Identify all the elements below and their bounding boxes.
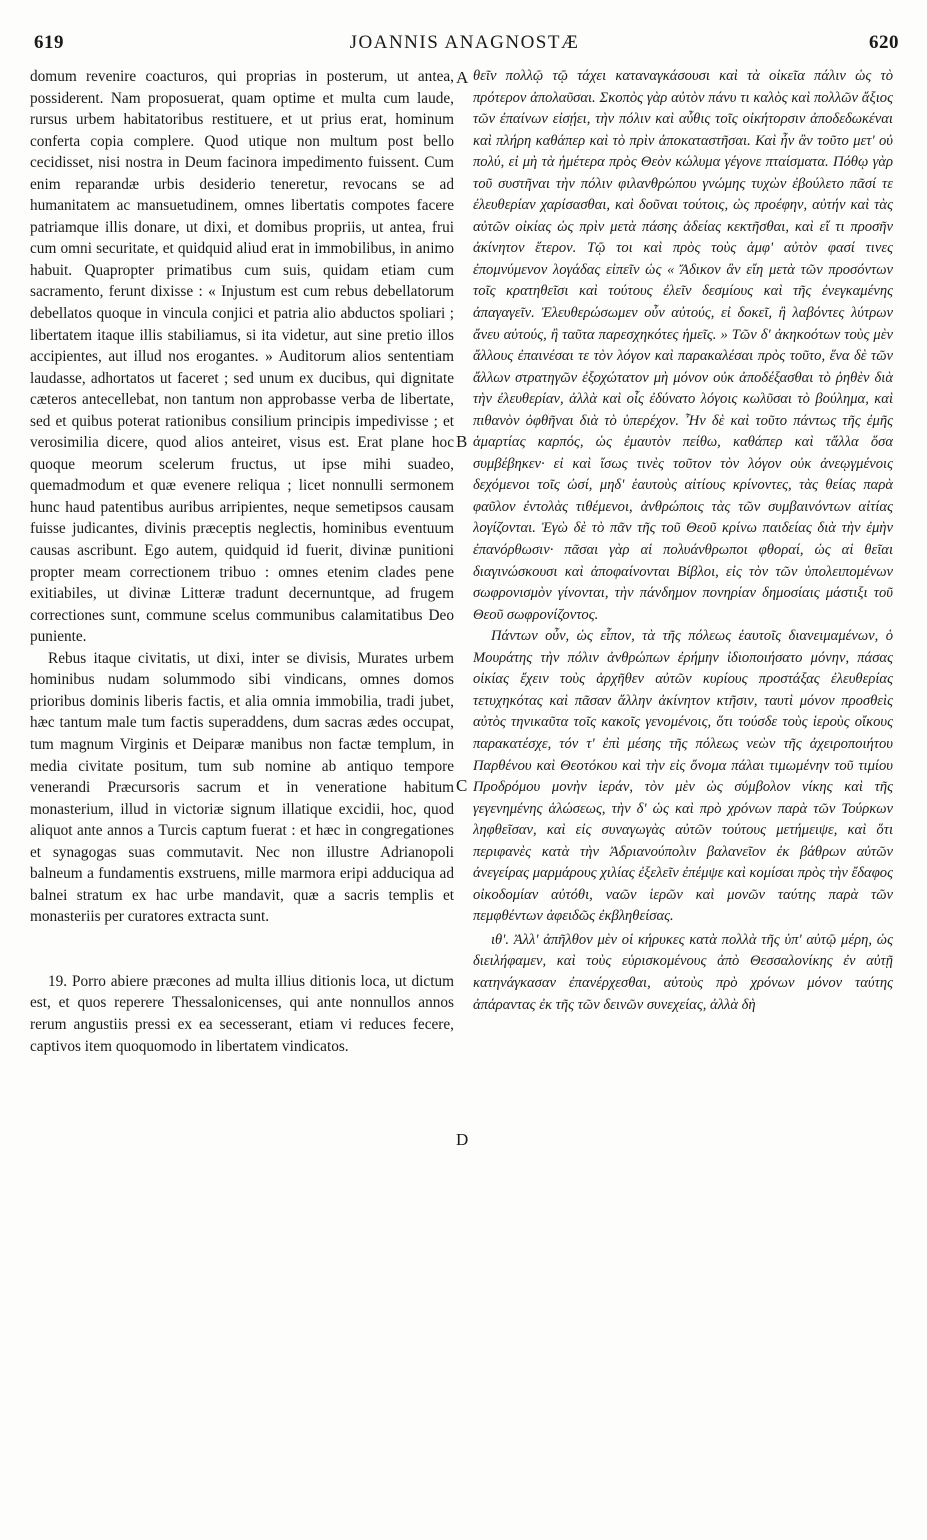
greek-column bbox=[473, 66, 893, 1016]
latin-column bbox=[30, 66, 454, 1057]
margin-marker-b: B bbox=[456, 432, 468, 451]
page-number-left: 619 bbox=[34, 32, 64, 53]
section-gap bbox=[30, 928, 454, 971]
greek-paragraph-1: θεῖν πολλῷ τῷ τάχει καταναγκάσουσι καὶ τὰ οἰκεῖα πάλιν ὡς τὸ πρότερον ἀπολαῦσαι. Σκοπὸς γὰρ αὐτὸν πάνυ τι καλὸς καὶ πολλῶν ἄξιος τῶν ἐπαίνων εἰσῄει, τὴν πόλιν καὶ αὖθις τοῖς οἰκήτορσιν ἀποδεδωκέναι καὶ πλήρη καθάπερ καὶ τὸ πρὶν ἀποκαταστῆσαι. Καὶ ἦν ἂν τοῦτο μετ' οὐ πολύ, εἰ μὴ τὰ ἡμέτερα πρὸς Θεὸν κώλυμα γέγονε πταίσματα. Πόθῳ γὰρ τοῦ συστῆναι τὴν πόλιν φιλανθρώπου γνώμης τυχὼν ἐβούλετο πᾶσί τε ἐλευθερίαν χαρίσασθαι, καὶ δοῦναι τούτοις, ὡς προέφην, αὐτήν καὶ τὰς αὐτῶν οἰκίας ὡς πρὶν μετὰ πάσης ἀδείας κεκτῆσθαι, καὶ εἴ τι προσῆν ἀκίνητον ἕτερον. Τῷ τοι καὶ πρὸς τοὺς ἀμφ' αὐτὸν φασί τινες ἐπομνύμενον λογάδας εἰπεῖν ὡς « Ἄδικον ἂν εἴη μετὰ τῶν προσόντων τοῖς κρατηθεῖσι καὶ τούτους ἐλεῖν δεσμίους καὶ τῆς ἐνεγκαμένης ἀπαγαγεῖν. Ἐλευθερώσωμεν οὖν αὐτούς, εἰ δοκεῖ, ἢ λαβόντες λύτρων ἄνευ αὐτούς, ἢ ταῦτα παρεσχηκότες ἡμεῖς. » Τῶν δ' ἀκηκοότων τοὺς μὲν ἄλλους ἐπαινέσαι τε τὸν λόγον καὶ παρακαλέσαι πρὸς τοῦτο, ἕνα δὲ τῶν ἄλλων στρατηγῶν ἐξοχώτατον μὴ μόνον οὐκ ἀποδέξασθαι τὸ ῥηθὲν διὰ τὴν ἐλευθερίαν, ἀλλὰ καὶ οἷς ἐδύνατο λόγοις κωλῦσαι τὸ βούλημα, καὶ πιθανὸν ὀφθῆναι διὰ τὸ ὑπερέχον. Ἦν δὲ καὶ τοῦτο πάντως τῆς ἐμῆς ἁμαρτίας καρπός, ὡς ἐμαυτὸν πείθω, καθάπερ καὶ τἄλλα ὅσα συμβέβηκεν· εἰ καὶ ἴσως τινὲς τοῦτον τὸν λόγον οὐκ ἀνεῳγμένοις δεχόμενοι τοῖς ὠσί, μηδ' ἑαυτοὺς αἰτίους κρίνοντες, τὰς θείας παρὰ φαῦλον ἐντολὰς τιθέμενοι, ἀνθρώποις τὰς τῶν συμβαινόντων αἰτίας λογίζονται. Ἐγὼ δὲ τὸ πᾶν τῆς τοῦ Θεοῦ κρίνω παιδείας διὰ τὴν ἐμὴν ἐπανόρθωσιν· πᾶσαι γὰρ αἱ πολυάνθρωποι φθοραί, ὡς αἱ θεῖαι διαγινώσκουσι καὶ ἀποφαίνονται Βίβλοι, εἰς τὸν τῶν ὑπολειπομένων σωφρονισμὸν γίνονται, τὴν πάνδημον πονηρίαν δημοσίαις μάστιξι τοῦ Θεοῦ σωφρονίζοντος. bbox=[473, 68, 893, 623]
greek-paragraph-2: Πάντων οὖν, ὡς εἶπον, τὰ τῆς πόλεως ἑαυτοῖς διανειμαμένων, ὁ Μουράτης τὴν πόλιν ἀνθρώπων ἐρήμην ἰδιοποιήσατο μόνην, πάσας οἰκίας ἔχειν τοὺς ἀρχῆθεν αὐτῶν κυρίους προστάξας ἐλευθερίας τετυχηκότας καὶ πᾶσαν ἄλλην ἀκίνητον κτῆσιν, ταυτὶ μόνον προσθεὶς αὐτὸς τηνικαῦτα τοῖς κακοῖς γενομένοις, ὅτι τούσδε τοὺς ἱεροὺς οἴκους παρακατέσχε, τόν τ' ἐπὶ μέσης τῆς πόλεως νεὼν τῆς ἀχειροποιήτου Παρθένου καὶ Θεοτόκου καὶ τὴν εἰς ὄνομα πάλαι τιμωμένην τοῦ τιμίου Προδρόμου μονὴν ἱεράν, τὸν μὲν ὡς σύμβολον νίκης καὶ τῆς γεγενημένης ἁλώσεως, τὴν δ' ὡς καὶ πρὸ χρόνων παρὰ τῶν Τούρκων ληφθεῖσαν, καὶ εἰς συναγωγὰς αὐτῶν τούτους μετήμειψε, καὶ ὅτι περιφανὲς κατὰ τὴν Ἀδριανούπολιν βαλανεῖον ἐκ βάθρων αὐτῶν ἀνεγείρας μαρμάρους χιλίας ἐξελεῖν ἐπέμψε καὶ κομίσαι πρὸς τὴν ἔδαφος οἰκοδομίαν αὐτόθι, ναῶν ἱερῶν καὶ μονῶν ταύτης παρὰ τῶν πεμφθέντων ἀφειδῶς ἐκβληθείσας. bbox=[473, 628, 893, 925]
latin-paragraph-1: domum revenire coacturos, qui proprias in posterum, ut antea, possiderent. Nam proposuerat, quam optime et multa cum laude, rursus urbem habitatoribus restituere, et ut prius erat, hominum conferta copia complere. Quod utique non multum post bello cecidisset, nisi nostra in Deum facinora impedimento fuissent. Cum enim reparandæ urbis desiderio teneretur, revocans se ad humanitatem ac mansuetudinem, omnes libertatis compotes facere patriamque illis donare, ut dixi, et domibus propriis, ut antea, frui cum omni securitate, et quidquid aliud erat in immobilibus, in animo habuit. Quapropter primatibus cum suis, quidam etiam cum sacramento, ferunt dixisse : « Injustum est cum rebus debellatorum debellatos quoque in vincula conjici et patria alio abductos spoliari ; libertatem itaque illis stabiliamus, si ita videtur, aut sine pretio illos accipientes, aut illud nos erogantes. » Auditorum alios sententiam laudasse, adhortatos ut faceret ; sed unum ex ducibus, qui dignitate cæteros antecellebat, non tantum non approbasse verba de libertate, sed et quibus poterat rationibus consilium principis impedivisse ; et verosimilia dicere, quod alios anteiret, visus est. Erat plane hoc quoque meorum scelerum fructus, ut ipse mihi suadeo, quemadmodum et quæ evenere reliqua ; licet nonnulli sermonem hunc haud patentibus auribus arripientes, neque semetipsos causam fuisse judicantes, divinis præceptis neglectis, hominibus eventuum causas ascribunt. Ego autem, quidquid id fuerit, divinæ punitioni propter meam correctionem tribuo : omnes etenim clades pene exitiabiles, ut divinæ Litteræ tradunt decernuntque, ad frugem correctiones sunt, commune scelus communibus calamitatibus Deo puniente. bbox=[30, 68, 454, 646]
latin-paragraph-3: 19. Porro abiere præcones ad multa illius ditionis loca, ut dictum est, et quos reperere Thessalonicenses, qui ante nonnullos annos rerum angustiis pressi ex ea secesserant, etiam vi reduces fecere, captivos item quoquomodo in libertatem vindicatos. bbox=[30, 972, 454, 1055]
page-number-right: 620 bbox=[869, 32, 899, 53]
page-header bbox=[28, 30, 901, 62]
latin-paragraph-2: Rebus itaque civitatis, ut dixi, inter se divisis, Murates urbem hominibus nudam solummodo sibi vindicans, omnes domos prioribus dominis liberis factis, et alia omnia immobilia, tradi jubet, hæc tantum male tum factis superaddens, dum sacras ædes occupat, tum magnum Virginis et Deiparæ manibus non factæ templum, in media civitate positum, tum sub nomine ab antiquo tempore venerandi Præcursoris sacrum et in veneratione habitum monasterium, illud in victoriæ signum illatique excidii, hoc, quod aliquot ante annos a Turcis captum fuerat : et hæc in congregationes et synagogas suas commutavit. Nec non illustre Adrianopoli balneum a fundamentis exstruens, mille marmora eripi adduciqua ad balnei stratum ex hac urbe mandavit, quæ a sacris templis et monasteriis per curatores extracta sunt. bbox=[30, 649, 454, 926]
running-title: JOANNIS ANAGNOSTÆ bbox=[349, 32, 580, 53]
greek-paragraph-3: ιθʹ. Ἀλλ' ἀπῆλθον μὲν οἱ κήρυκες κατὰ πολλὰ τῆς ὑπ' αὐτῷ μέρη, ὡς διειλήφαμεν, καὶ τοὺς εὑρισκομένους ἀπὸ Θεσσαλονίκης ἐν αὐτῇ κατηνάγκασαν ἐπανέρχεσθαι, αὐτοὺς πρὸ χρόνων μόνον ταύτης ἀπάραντας ἐκ τῆς τῶν δεινῶν συνεχείας, ἀλλὰ δὴ bbox=[473, 931, 893, 1013]
margin-marker-a: A bbox=[456, 68, 469, 87]
margin-marker-d: D bbox=[456, 1130, 469, 1149]
margin-marker-c: C bbox=[456, 776, 468, 795]
